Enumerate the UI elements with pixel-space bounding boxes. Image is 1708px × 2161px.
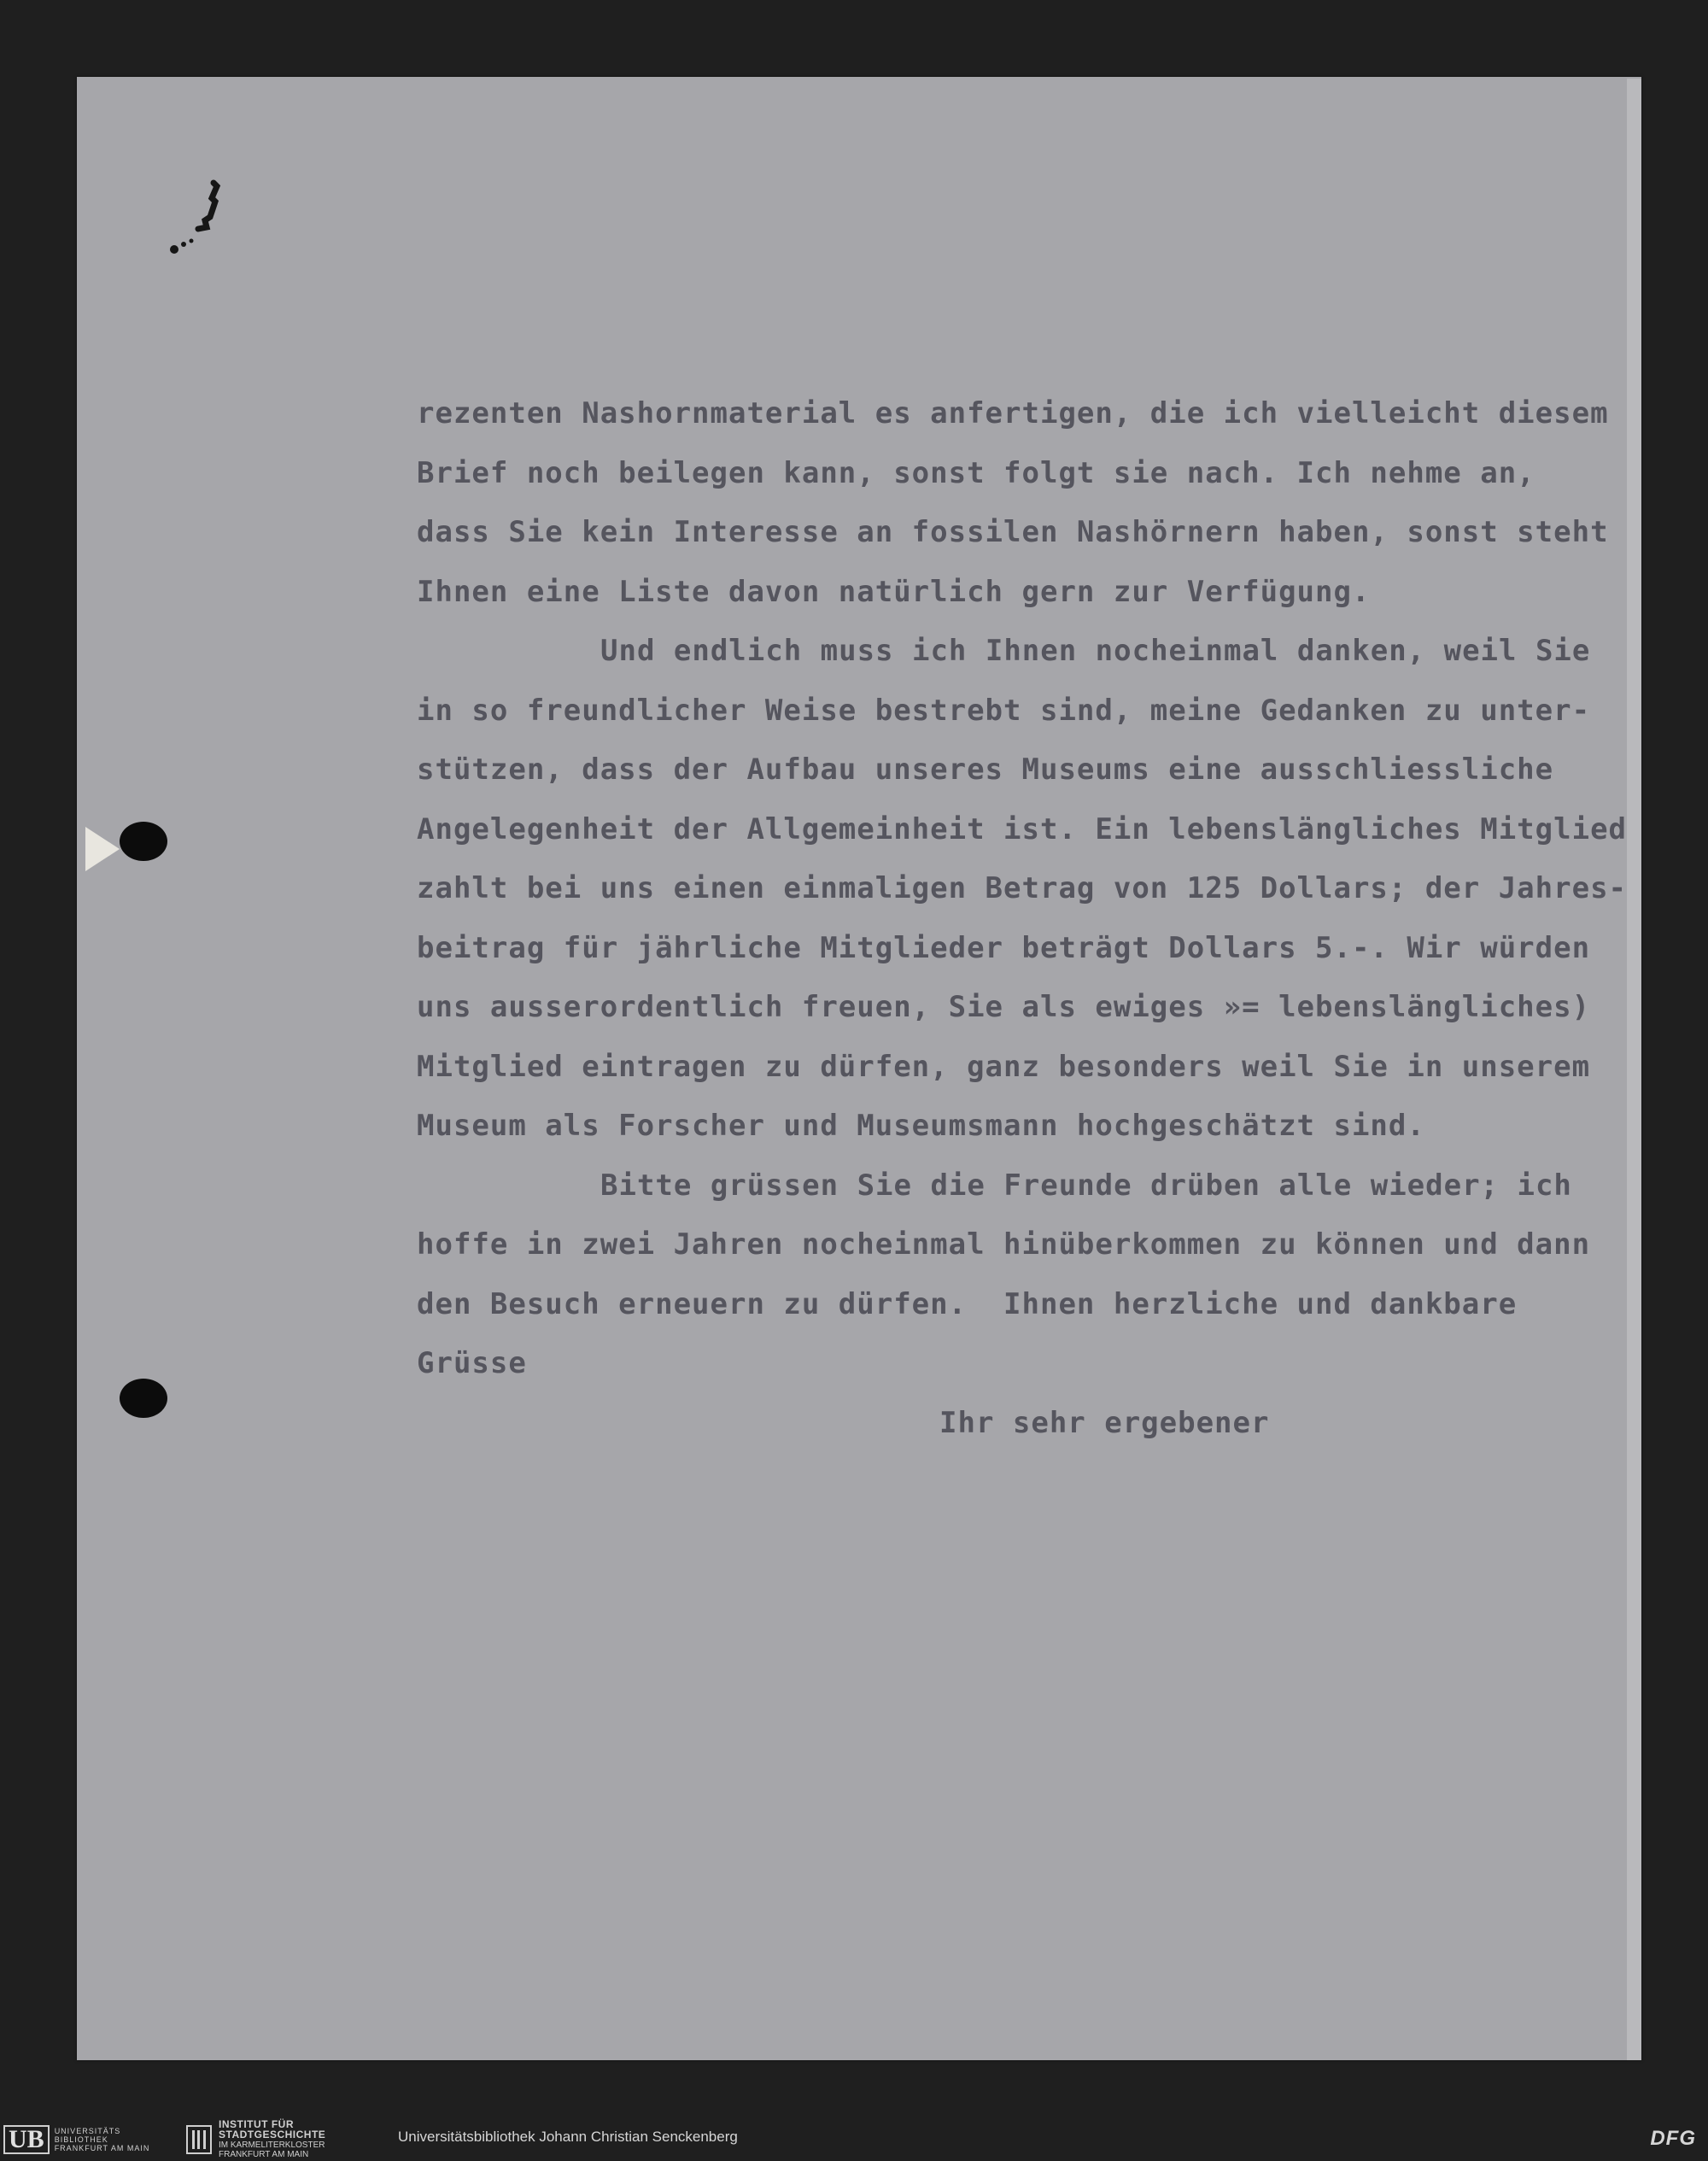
- letter-body: [417, 384, 1647, 1453]
- punch-hole-bottom: [120, 1379, 167, 1418]
- letter-line: dass Sie kein Interesse an fossilen Nashörnern haben, sonst steht: [417, 515, 1609, 549]
- letter-line: Museum als Forscher und Museumsmann hochgeschätzt sind.: [417, 1109, 1425, 1143]
- letter-line: Ihnen eine Liste davon natürlich gern zur Verfügung.: [417, 574, 1371, 609]
- letter-line: hoffe in zwei Jahren nocheinmal hinüberkommen zu können und dann: [417, 1227, 1591, 1262]
- letter-line: Grüsse: [417, 1346, 527, 1380]
- letter-line: Mitglied eintragen zu dürfen, ganz besonders weil Sie in unserem: [417, 1049, 1591, 1084]
- letter-line: Angelegenheit der Allgemeinheit ist. Ein lebenslängliches Mitglied: [417, 811, 1628, 846]
- ub-logo-mark: UB: [3, 2125, 50, 2154]
- punch-hole-top: [120, 822, 167, 861]
- letter-line: Bitte grüssen Sie die Freunde drüben alle wieder; ich: [600, 1168, 1572, 1203]
- viewer-footer: [0, 2117, 1708, 2161]
- isg-logo[interactable]: [186, 2118, 326, 2159]
- letter-line: stützen, dass der Aufbau unseres Museums eine ausschliessliche: [417, 753, 1554, 787]
- footer-caption: Universitätsbibliothek Johann Christian Senckenberg: [398, 2129, 738, 2145]
- letter-line: Und endlich muss ich Ihnen nocheinmal danken, weil Sie: [600, 634, 1591, 668]
- ub-logo[interactable]: [3, 2125, 149, 2154]
- letter-line: in so freundlicher Weise bestrebt sind, meine Gedanken zu unter-: [417, 693, 1591, 728]
- letter-line: rezenten Nashornmaterial es anfertigen, die ich vielleicht diesem: [417, 396, 1609, 430]
- paper-tear: [85, 827, 120, 871]
- isg-logo-text: [219, 2120, 325, 2159]
- letter-line: zahlt bei uns einen einmaligen Betrag von 125 Dollars; der Jahres-: [417, 871, 1628, 905]
- letter-line: uns ausserordentlich freuen, Sie als ewiges »= lebenslängliches): [417, 990, 1591, 1024]
- letter-line: beitrag für jährliche Mitglieder beträgt Dollars 5.-. Wir würden: [417, 930, 1591, 965]
- isg-logo-title: INSTITUT FÜR STADTGESCHICHTE: [219, 2118, 326, 2141]
- letter-closing: Ihr sehr ergebener: [939, 1405, 1270, 1440]
- letter-line: Brief noch beilegen kann, sonst folgt sie nach. Ich nehme an,: [417, 455, 1535, 490]
- ub-logo-text: UNIVERSITÄTS BIBLIOTHEK FRANKFURT AM MAIN: [54, 2127, 150, 2152]
- dfg-logo[interactable]: DFG: [1650, 2127, 1696, 2150]
- isg-logo-subtitle: IM KARMELITERKLOSTER FRANKFURT AM MAIN: [219, 2141, 325, 2159]
- letter-line: den Besuch erneuern zu dürfen. Ihnen herzliche und dankbare: [417, 1286, 1518, 1321]
- isg-logo-icon: [186, 2125, 212, 2154]
- ink-mark-icon: [161, 179, 229, 265]
